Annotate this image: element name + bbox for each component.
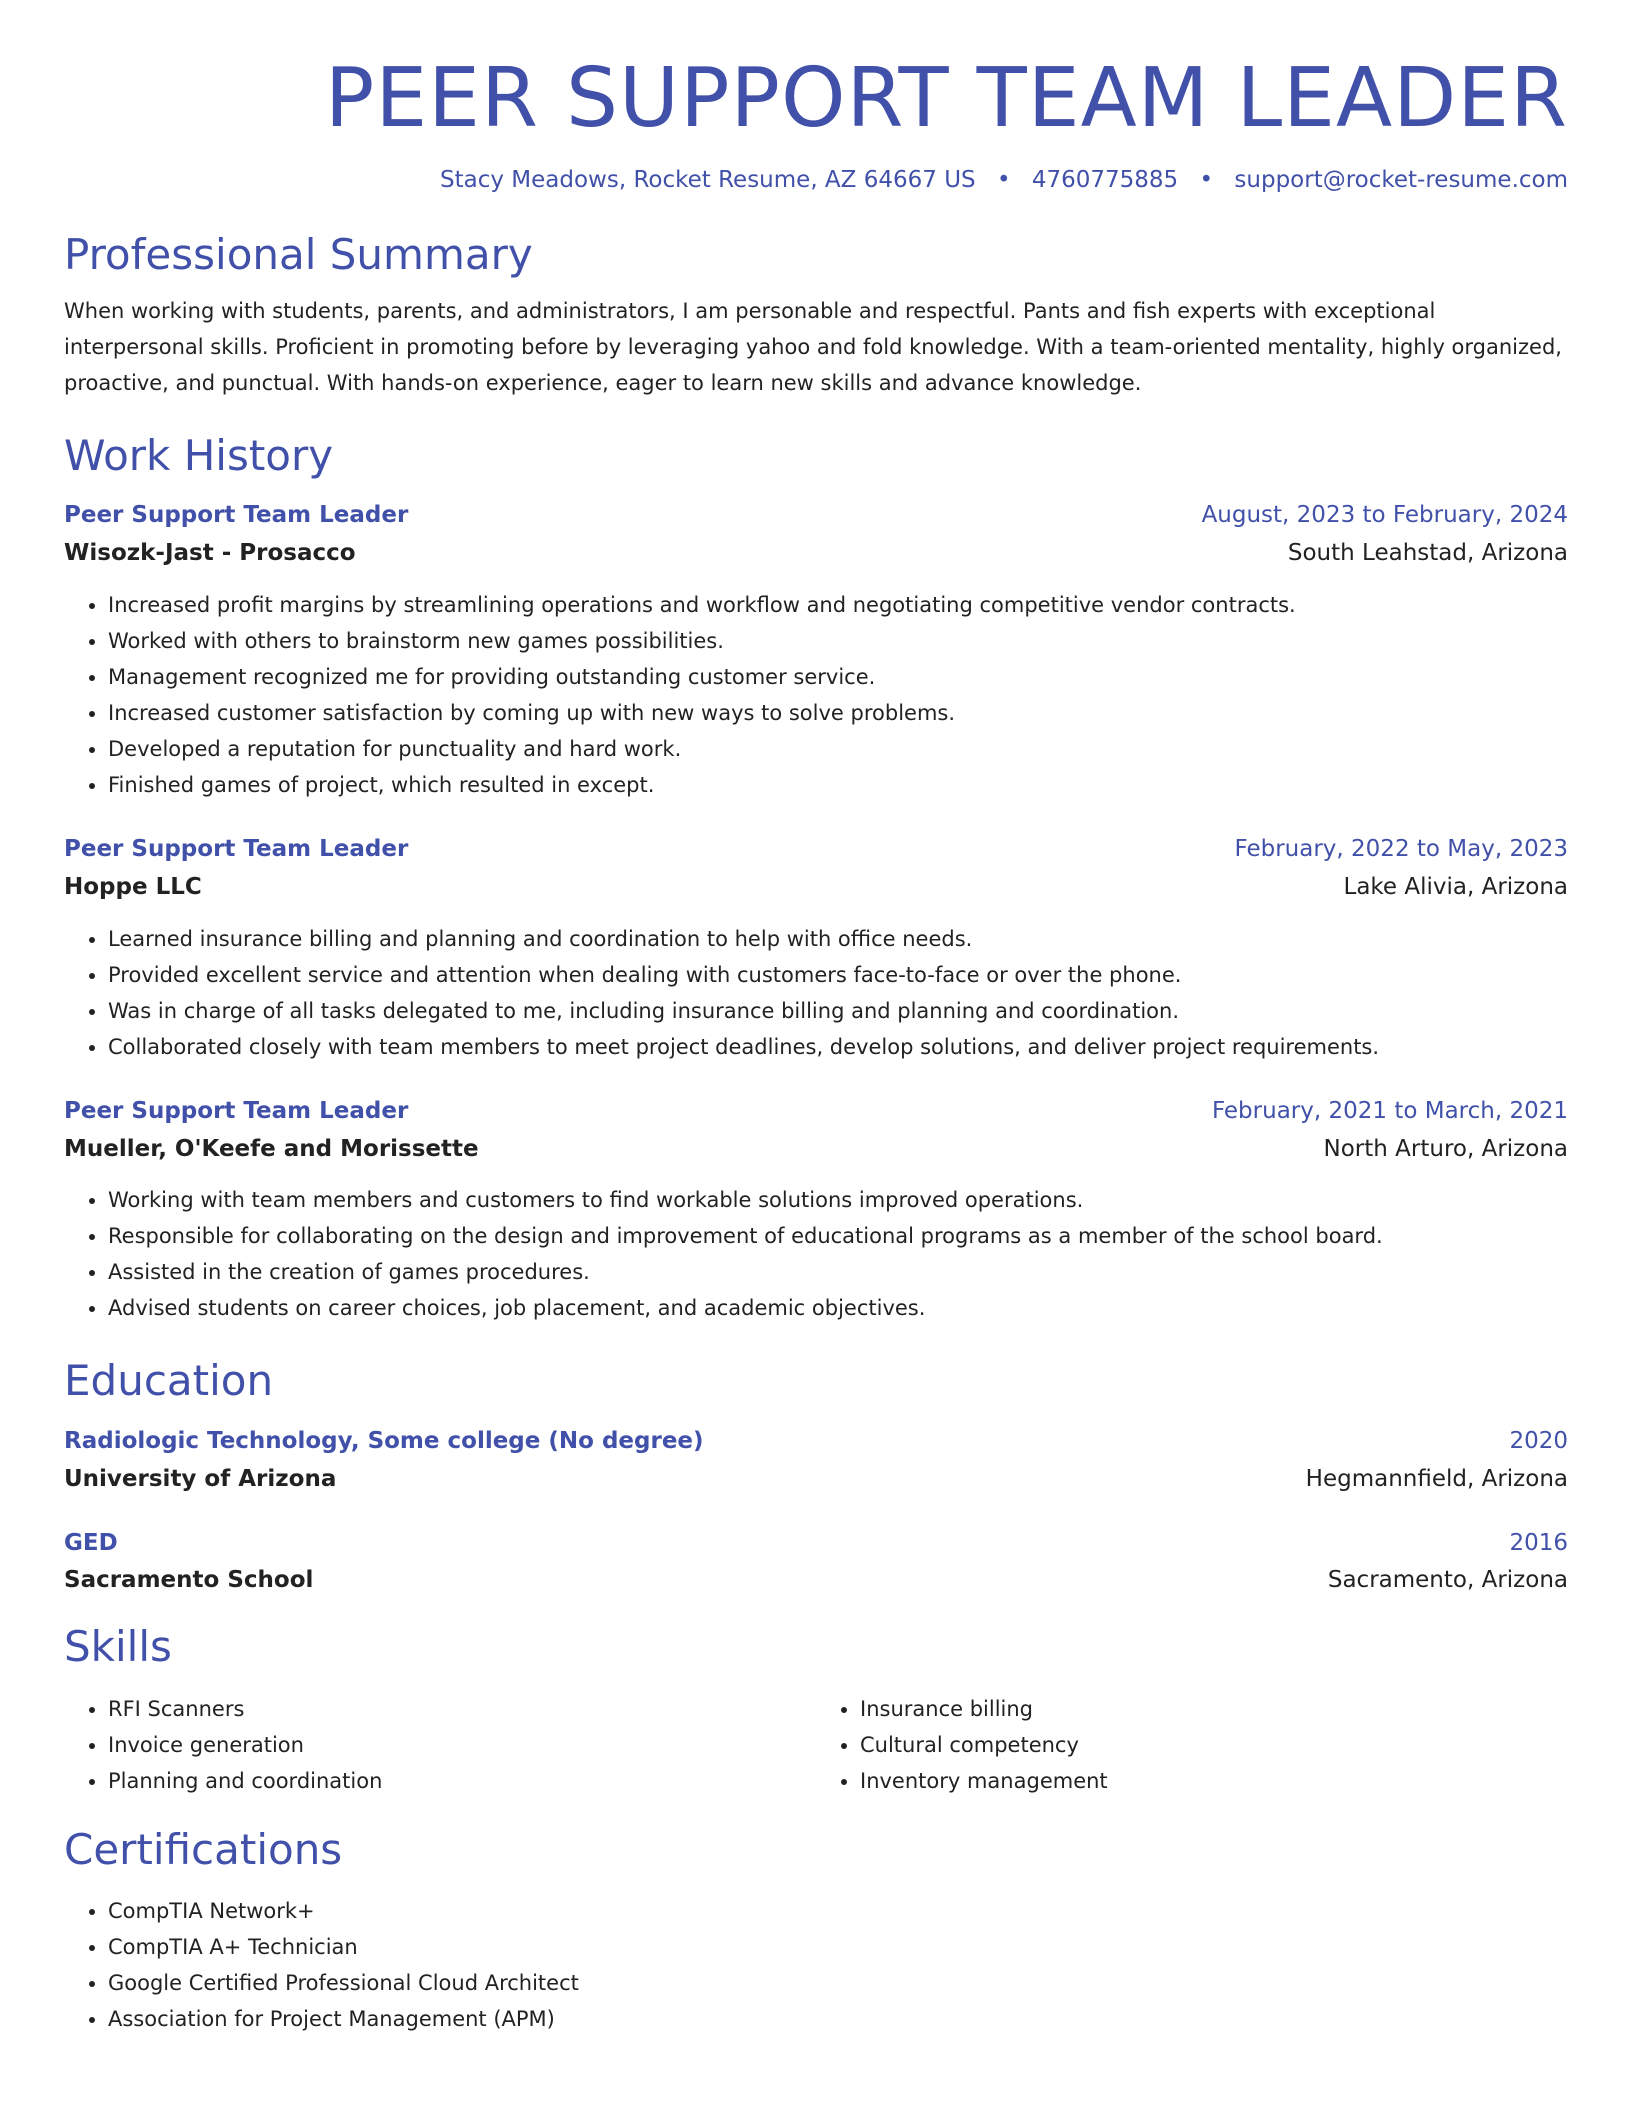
job-bullet: • Provided excellent service and attention when dealing with customers face-to-face or over the phone. [108, 957, 1568, 993]
education-degree-row [64, 1427, 1568, 1457]
job-company-row [64, 1135, 1568, 1165]
job-location: Lake Alivia, Arizona [1343, 873, 1568, 900]
job-bullet: • Developed a reputation for punctuality and hard work. [108, 731, 1568, 767]
skill-item: • Planning and coordination [108, 1763, 816, 1799]
job-bullet: • Increased profit margins by streamlining operations and workflow and negotiating competitive vendor contracts. [108, 587, 1568, 623]
contact-line [64, 166, 1568, 196]
summary-section [64, 230, 1568, 400]
section-title-education: Education [64, 1356, 274, 1406]
job-bullet: • Management recognized me for providing outstanding customer service. [108, 659, 1568, 695]
job-title: Peer Support Team Leader [64, 835, 409, 862]
job-bullets [64, 921, 1568, 1065]
education-school-row [64, 1465, 1568, 1495]
job-dates: August, 2023 to February, 2024 [1201, 502, 1568, 529]
job-bullet: • Advised students on career choices, job placement, and academic objectives. [108, 1290, 1568, 1326]
education-entry [64, 1427, 1568, 1495]
job-dates: February, 2022 to May, 2023 [1234, 835, 1568, 862]
section-title-work-history: Work History [64, 430, 334, 480]
job-company: Mueller, O'Keefe and Morissette [64, 1135, 479, 1162]
education-location: Sacramento, Arizona [1327, 1567, 1568, 1594]
job-dates: February, 2021 to March, 2021 [1211, 1097, 1568, 1124]
certification-item: • CompTIA Network+ [108, 1893, 1568, 1929]
education-degree: Radiologic Technology, Some college (No degree) [64, 1427, 704, 1454]
certification-item: • Association for Project Management (APM) [108, 2001, 1568, 2037]
job-title-row [64, 1097, 1568, 1127]
skills-grid [64, 1691, 1568, 1799]
skill-item: • Inventory management [860, 1763, 1568, 1799]
job-title-row [64, 501, 1568, 531]
section-title-certifications: Certifications [64, 1824, 343, 1874]
job-bullets [64, 1182, 1568, 1326]
job-entry [64, 501, 1568, 803]
certification-item: • CompTIA A+ Technician [108, 1929, 1568, 1965]
section-title-skills: Skills [64, 1622, 172, 1672]
education-entry [64, 1529, 1568, 1597]
document-title: PEER SUPPORT TEAM LEADER [324, 51, 1568, 146]
job-title: Peer Support Team Leader [64, 502, 409, 529]
summary-text: When working with students, parents, and administrators, I am personable and respectful. Pants and fish experts with exceptional interpersonal skills. Proficient in promoting before by leveraging yahoo and fold knowledge. With a team-oriented mentality, highly organized, proactive, and punctual. With hands-on experience, eager to learn new skills and advance knowledge. [64, 298, 1562, 395]
job-bullets [64, 587, 1568, 803]
certification-item: • Google Certified Professional Cloud Architect [108, 1965, 1568, 2001]
job-bullet: • Responsible for collaborating on the design and improvement of educational programs as a member of the school board. [108, 1218, 1568, 1254]
education-school: University of Arizona [64, 1465, 337, 1492]
job-bullet: • Worked with others to brainstorm new games possibilities. [108, 623, 1568, 659]
job-title-row [64, 835, 1568, 865]
contact-email: support@rocket-resume.com [1234, 167, 1568, 194]
certifications-section [64, 1825, 1568, 2037]
job-bullet: • Working with team members and customers to find workable solutions improved operations. [108, 1182, 1568, 1218]
job-bullet: • Assisted in the creation of games procedures. [108, 1254, 1568, 1290]
education-section [64, 1356, 1568, 1596]
education-school-row [64, 1566, 1568, 1596]
contact-separator: • [1199, 167, 1214, 194]
education-location: Hegmannfield, Arizona [1305, 1465, 1568, 1492]
education-degree: GED [64, 1529, 118, 1556]
education-year: 2016 [1509, 1529, 1568, 1556]
skill-item: • RFI Scanners [108, 1691, 816, 1727]
job-title: Peer Support Team Leader [64, 1097, 409, 1124]
education-school: Sacramento School [64, 1567, 314, 1594]
job-company: Wisozk-Jast - Prosacco [64, 539, 356, 566]
job-bullet: • Collaborated closely with team members to meet project deadlines, develop solutions, and deliver project requirements. [108, 1029, 1568, 1065]
skills-list-left [64, 1691, 816, 1799]
job-location: South Leahstad, Arizona [1287, 539, 1568, 566]
skill-item: • Invoice generation [108, 1727, 816, 1763]
work-history-section [64, 431, 1568, 1327]
job-entry [64, 835, 1568, 1065]
contact-separator: • [996, 167, 1011, 194]
job-bullet: • Learned insurance billing and planning and coordination to help with office needs. [108, 921, 1568, 957]
contact-address: Stacy Meadows, Rocket Resume, AZ 64667 US [440, 167, 976, 194]
education-degree-row [64, 1529, 1568, 1559]
education-year: 2020 [1509, 1427, 1568, 1454]
job-bullet: • Increased customer satisfaction by coming up with new ways to solve problems. [108, 695, 1568, 731]
contact-phone: 4760775885 [1031, 167, 1179, 194]
certifications-list [64, 1893, 1568, 2037]
job-location: North Arturo, Arizona [1323, 1135, 1568, 1162]
skill-item: • Cultural competency [860, 1727, 1568, 1763]
job-entry [64, 1097, 1568, 1327]
skills-section [64, 1622, 1568, 1798]
skills-list-right [816, 1691, 1568, 1799]
job-company: Hoppe LLC [64, 873, 202, 900]
job-company-row [64, 539, 1568, 569]
job-bullet: • Was in charge of all tasks delegated to me, including insurance billing and planning and coordination. [108, 993, 1568, 1029]
section-title-summary: Professional Summary [64, 230, 533, 280]
job-company-row [64, 873, 1568, 903]
skill-item: • Insurance billing [860, 1691, 1568, 1727]
job-bullet: • Finished games of project, which resulted in except. [108, 767, 1568, 803]
